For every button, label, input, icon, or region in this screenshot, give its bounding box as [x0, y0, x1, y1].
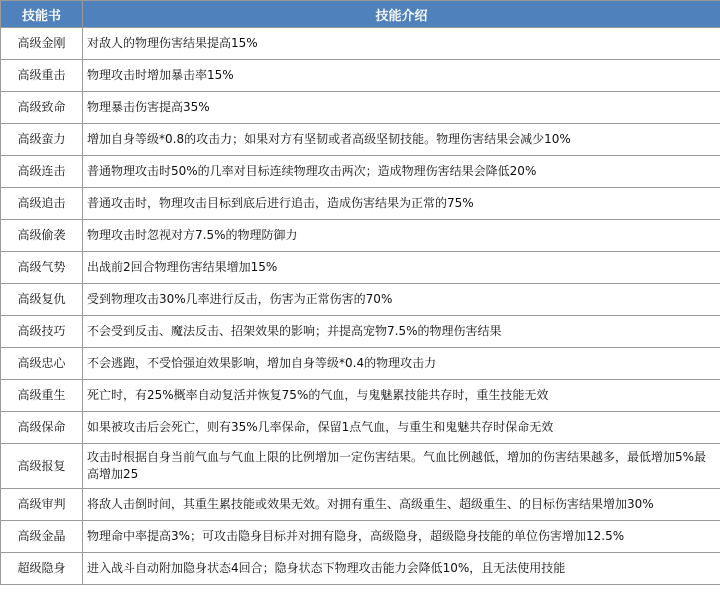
table-header-row: [1, 1, 720, 28]
header-skill-intro: 技能介绍: [83, 1, 720, 28]
skill-name: 超级隐身: [1, 553, 83, 585]
skill-description: 如果被攻击后会死亡，则有35%几率保命，保留1点气血，与重生和鬼魅共存时保命无效: [83, 412, 720, 444]
skill-description: 普通物理攻击时50%的几率对目标连续物理攻击两次；造成物理伤害结果会降低20%: [83, 156, 720, 188]
table-row: [1, 489, 720, 521]
skill-description: 对敌人的物理伤害结果提高15%: [83, 28, 720, 60]
skill-description: 受到物理攻击30%几率进行反击，伤害为正常伤害的70%: [83, 284, 720, 316]
table-row: [1, 553, 720, 585]
skill-description: 物理暴击伤害提高35%: [83, 92, 720, 124]
skill-name: 高级偷袭: [1, 220, 83, 252]
skill-description: 出战前2回合物理伤害结果增加15%: [83, 252, 720, 284]
skill-description: 物理攻击时增加暴击率15%: [83, 60, 720, 92]
skill-name: 高级金晶: [1, 521, 83, 553]
skill-name: 高级重击: [1, 60, 83, 92]
skill-description: 不会受到反击、魔法反击、招架效果的影响；并提高宠物7.5%的物理伤害结果: [83, 316, 720, 348]
skill-name: 高级重生: [1, 380, 83, 412]
skill-name: 高级致命: [1, 92, 83, 124]
skill-description: 死亡时，有25%概率自动复活并恢复75%的气血，与鬼魅累技能共存时，重生技能无效: [83, 380, 720, 412]
table-row: [1, 284, 720, 316]
table-row: [1, 92, 720, 124]
skill-description: 增加自身等级*0.8的攻击力；如果对方有坚韧或者高级坚韧技能。物理伤害结果会减少10%: [83, 124, 720, 156]
table-row: [1, 444, 720, 489]
skill-description: 攻击时根据自身当前气血与气血上限的比例增加一定伤害结果。气血比例越低，增加的伤害结果越多，最低增加5%最高增加25: [83, 444, 720, 489]
header-skill-book: 技能书: [1, 1, 83, 28]
skill-name: 高级蛮力: [1, 124, 83, 156]
skill-name: 高级技巧: [1, 316, 83, 348]
table-row: [1, 28, 720, 60]
skill-name: 高级追击: [1, 188, 83, 220]
table-row: [1, 521, 720, 553]
table-row: [1, 188, 720, 220]
table-row: [1, 252, 720, 284]
table-row: [1, 124, 720, 156]
skill-name: 高级气势: [1, 252, 83, 284]
skill-description: 物理攻击时忽视对方7.5%的物理防御力: [83, 220, 720, 252]
table-row: [1, 156, 720, 188]
skill-name: 高级保命: [1, 412, 83, 444]
skill-description: 物理命中率提高3%；可攻击隐身目标并对拥有隐身，高级隐身，超级隐身技能的单位伤害增加12.5%: [83, 521, 720, 553]
skill-description: 不会逃跑，不受恰强迫效果影响，增加自身等级*0.4的物理攻击力: [83, 348, 720, 380]
skill-name: 高级报复: [1, 444, 83, 489]
skill-description: 进入战斗自动附加隐身状态4回合；隐身状态下物理攻击能力会降低10%，且无法使用技能: [83, 553, 720, 585]
table-row: [1, 60, 720, 92]
skill-description: 普通攻击时，物理攻击目标到底后进行追击，造成伤害结果为正常的75%: [83, 188, 720, 220]
skill-name: 高级审判: [1, 489, 83, 521]
skill-name: 高级金刚: [1, 28, 83, 60]
skill-name: 高级连击: [1, 156, 83, 188]
table-row: [1, 220, 720, 252]
table-row: [1, 348, 720, 380]
table-row: [1, 380, 720, 412]
skill-name: 高级复仇: [1, 284, 83, 316]
skill-description: 将敌人击倒时间，其重生累技能或效果无效。对拥有重生、高级重生、超级重生、的目标伤害结果增加30%: [83, 489, 720, 521]
table-row: [1, 412, 720, 444]
table-row: [1, 316, 720, 348]
skill-name: 高级忠心: [1, 348, 83, 380]
